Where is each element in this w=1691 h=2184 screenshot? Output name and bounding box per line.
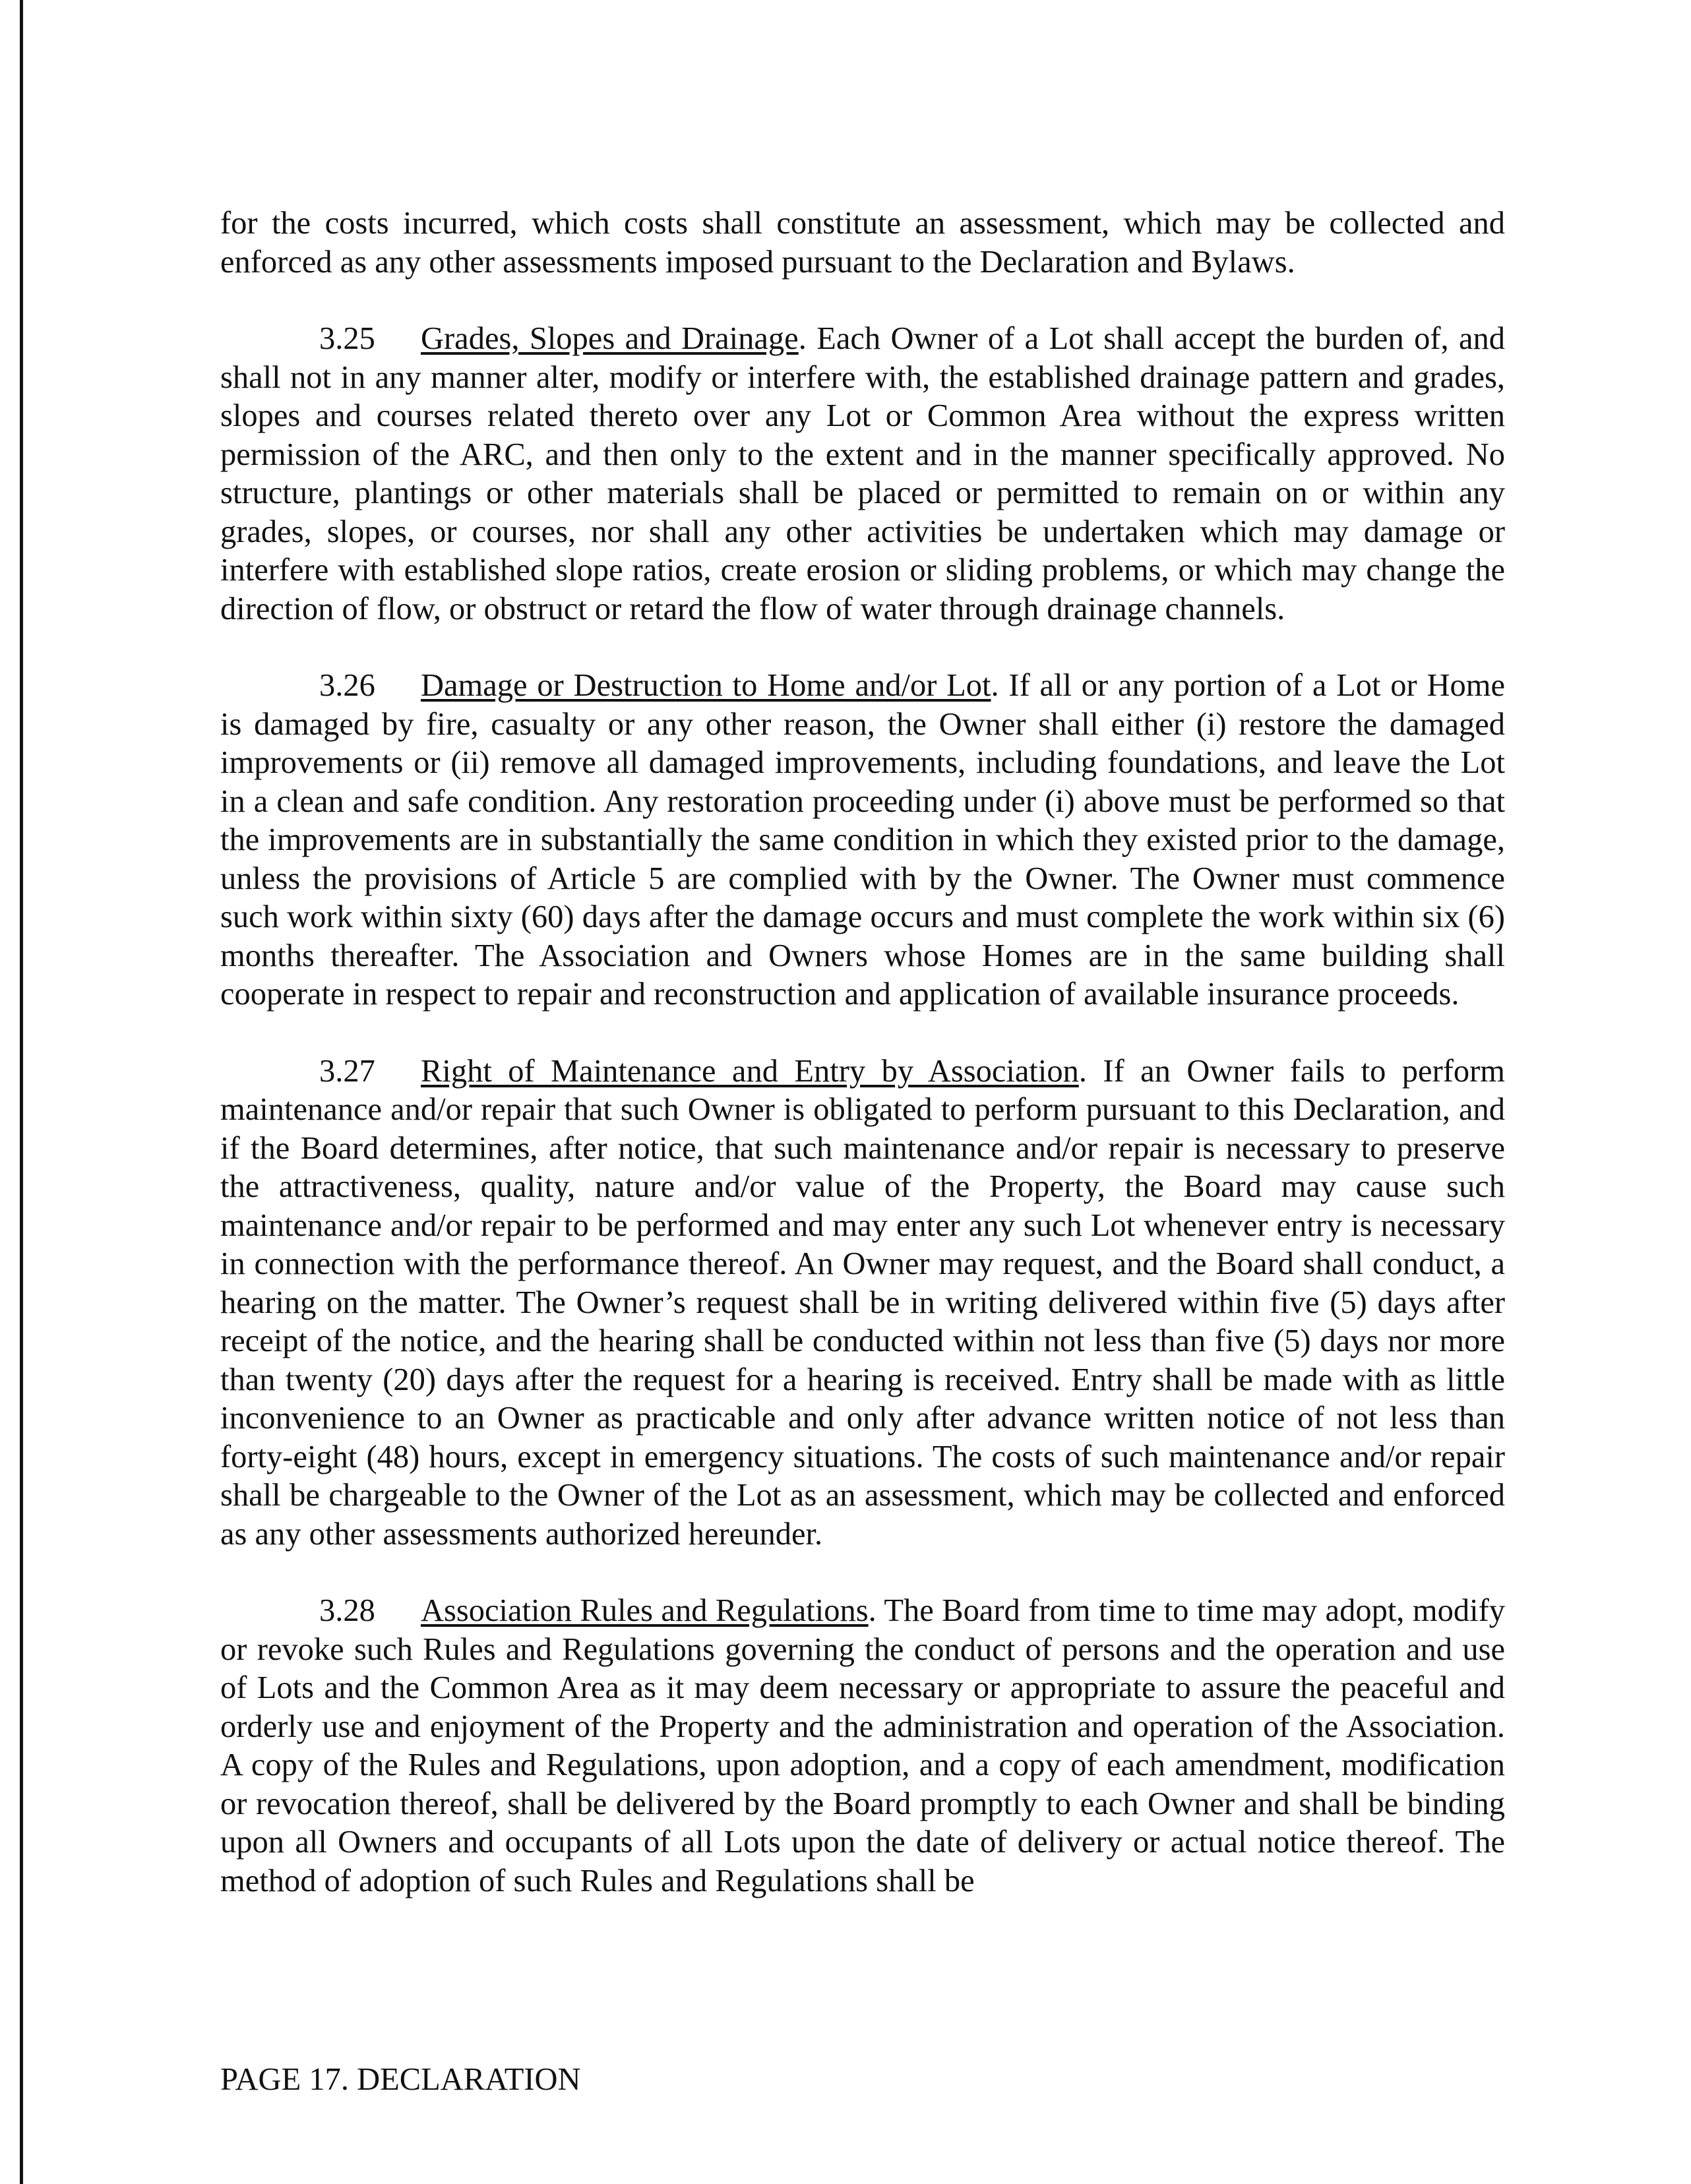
document-body [220,204,1505,1939]
section-body: The Board from time to time may adopt, modify or revoke such Rules and Regulations governing the conduct of persons and the operation and use of Lots and the Common Area as it may deem necessary or appropriate to assure the peaceful and orderly use and enjoyment of the Property and the administration and operation of the Association. A copy of the Rules and Regulations, upon adoption, and a copy of each amendment, modification or revocation thereof, shall be delivered by the Board promptly to each Owner and shall be binding upon all Owners and occupants of all Lots upon the date of delivery or actual notice thereof. The method of adoption of such Rules and Regulations shall be [220,1593,1505,1898]
section-body: Each Owner of a Lot shall accept the burden of, and shall not in any manner alter, modify or interfere with, the established drainage pattern and grades, slopes and courses related thereto over any Lot or Common Area without the express written permission of the ARC, and then only to the extent and in the manner specifically approved. No structure, plantings or other materials shall be placed or permitted to remain on or within any grades, slopes, or courses, nor shall any other activities be undertaken which may damage or interfere with established slope ratios, create erosion or sliding problems, or which may change the direction of flow, or obstruct or retard the flow of water through drainage channels. [220,321,1505,626]
section-heading: Grades, Slopes and Drainage [421,321,799,356]
section-number: 3.25 [319,321,375,356]
section-heading: Damage or Destruction to Home and/or Lot [421,668,991,703]
section-3-28: 3.28 Association Rules and Regulations. The Board from time to time may adopt, modify or revoke such Rules and Regulations governing the conduct of persons and the operation and use of Lots and the Common Area as it may deem necessary or appropriate to assure the peaceful and orderly use and enjoyment of the Property and the administration and operation of the Association. A copy of the Rules and Regulations, upon adoption, and a copy of each amendment, modification or revocation thereof, shall be delivered by the Board promptly to each Owner and shall be binding upon all Owners and occupants of all Lots upon the date of delivery or actual notice thereof. The method of adoption of such Rules and Regulations shall be [220,1593,1505,1898]
section-body: If an Owner fails to perform maintenance and/or repair that such Owner is obligated to perform pursuant to this Declaration, and if the Board determines, after notice, that such maintenance and/or repair is necessary to preserve the attractiveness, quality, nature and/or value of the Property, the Board may cause such maintenance and/or repair to be performed and may enter any such Lot whenever entry is necessary in connection with the performance thereof. An Owner may request, and the Board shall conduct, a hearing on the matter. The Owner’s request shall be in writing delivered within five (5) days after receipt of the notice, and the hearing shall be conducted within not less than five (5) days nor more than twenty (20) days after the request for a hearing is received. Entry shall be made with as little inconvenience to an Owner as practicable and only after advance written notice of not less than forty-eight (48) hours, except in emergency situations. The costs of such maintenance and/or repair shall be chargeable to the Owner of the Lot as an assessment, which may be collected and enforced as any other assessments authorized hereunder. [220,1053,1506,1552]
intro-paragraph: for the costs incurred, which costs shall constitute an assessment, which may be collected and enforced as any other assessments imposed pursuant to the Declaration and Bylaws. [220,206,1505,280]
section-heading: Association Rules and Regulations [421,1593,869,1628]
scan-edge-line [20,0,23,2184]
page-footer: PAGE 17. DECLARATION [220,2062,581,2097]
section-3-27: 3.27 Right of Maintenance and Entry by Association. If an Owner fails to perform maintenance and/or repair that such Owner is obligated to perform pursuant to this Declaration, and if the Board determines, after notice, that such maintenance and/or repair is necessary to preserve the attractiveness, quality, nature and/or value of the Property, the Board may cause such maintenance and/or repair to be performed and may enter any such Lot whenever entry is necessary in connection with the performance thereof. An Owner may request, and the Board shall conduct, a hearing on the matter. The Owner’s request shall be in writing delivered within five (5) days after receipt of the notice, and the hearing shall be conducted within not less than five (5) days nor more than twenty (20) days after the request for a hearing is received. Entry shall be made with as little inconvenience to an Owner as practicable and only after advance written notice of not less than forty-eight (48) hours, except in emergency situations. The costs of such maintenance and/or repair shall be chargeable to the Owner of the Lot as an assessment, which may be collected and enforced as any other assessments authorized hereunder. [220,1053,1506,1552]
section-3-25: 3.25 Grades, Slopes and Drainage. Each Owner of a Lot shall accept the burden of, and shall not in any manner alter, modify or interfere with, the established drainage pattern and grades, slopes and courses related thereto over any Lot or Common Area without the express written permission of the ARC, and then only to the extent and in the manner specifically approved. No structure, plantings or other materials shall be placed or permitted to remain on or within any grades, slopes, or courses, nor shall any other activities be undertaken which may damage or interfere with established slope ratios, create erosion or sliding problems, or which may change the direction of flow, or obstruct or retard the flow of water through drainage channels. [220,321,1505,626]
section-number: 3.26 [319,668,375,703]
section-body: If all or any portion of a Lot or Home is damaged by fire, casualty or any other reason, the Owner shall either (i) restore the damaged improvements or (ii) remove all damaged improvements, including foundations, and leave the Lot in a clean and safe condition. Any restoration proceeding under (i) above must be performed so that the improvements are in substantially the same condition in which they existed prior to the damage, unless the provisions of Article 5 are complied with by the Owner. The Owner must commence such work within sixty (60) days after the damage occurs and must complete the work within six (6) months thereafter. The Association and Owners whose Homes are in the same building shall cooperate in respect to repair and reconstruction and application of available insurance proceeds. [220,668,1506,1012]
section-heading: Right of Maintenance and Entry by Association [421,1053,1079,1089]
section-number: 3.27 [319,1053,375,1089]
section-3-26: 3.26 Damage or Destruction to Home and/or Lot. If all or any portion of a Lot or Home is damaged by fire, casualty or any other reason, the Owner shall either (i) restore the damaged improvements or (ii) remove all damaged improvements, including foundations, and leave the Lot in a clean and safe condition. Any restoration proceeding under (i) above must be performed so that the improvements are in substantially the same condition in which they existed prior to the damage, unless the provisions of Article 5 are complied with by the Owner. The Owner must commence such work within sixty (60) days after the damage occurs and must complete the work within six (6) months thereafter. The Association and Owners whose Homes are in the same building shall cooperate in respect to repair and reconstruction and application of available insurance proceeds. [220,668,1506,1012]
section-number: 3.28 [319,1593,375,1628]
